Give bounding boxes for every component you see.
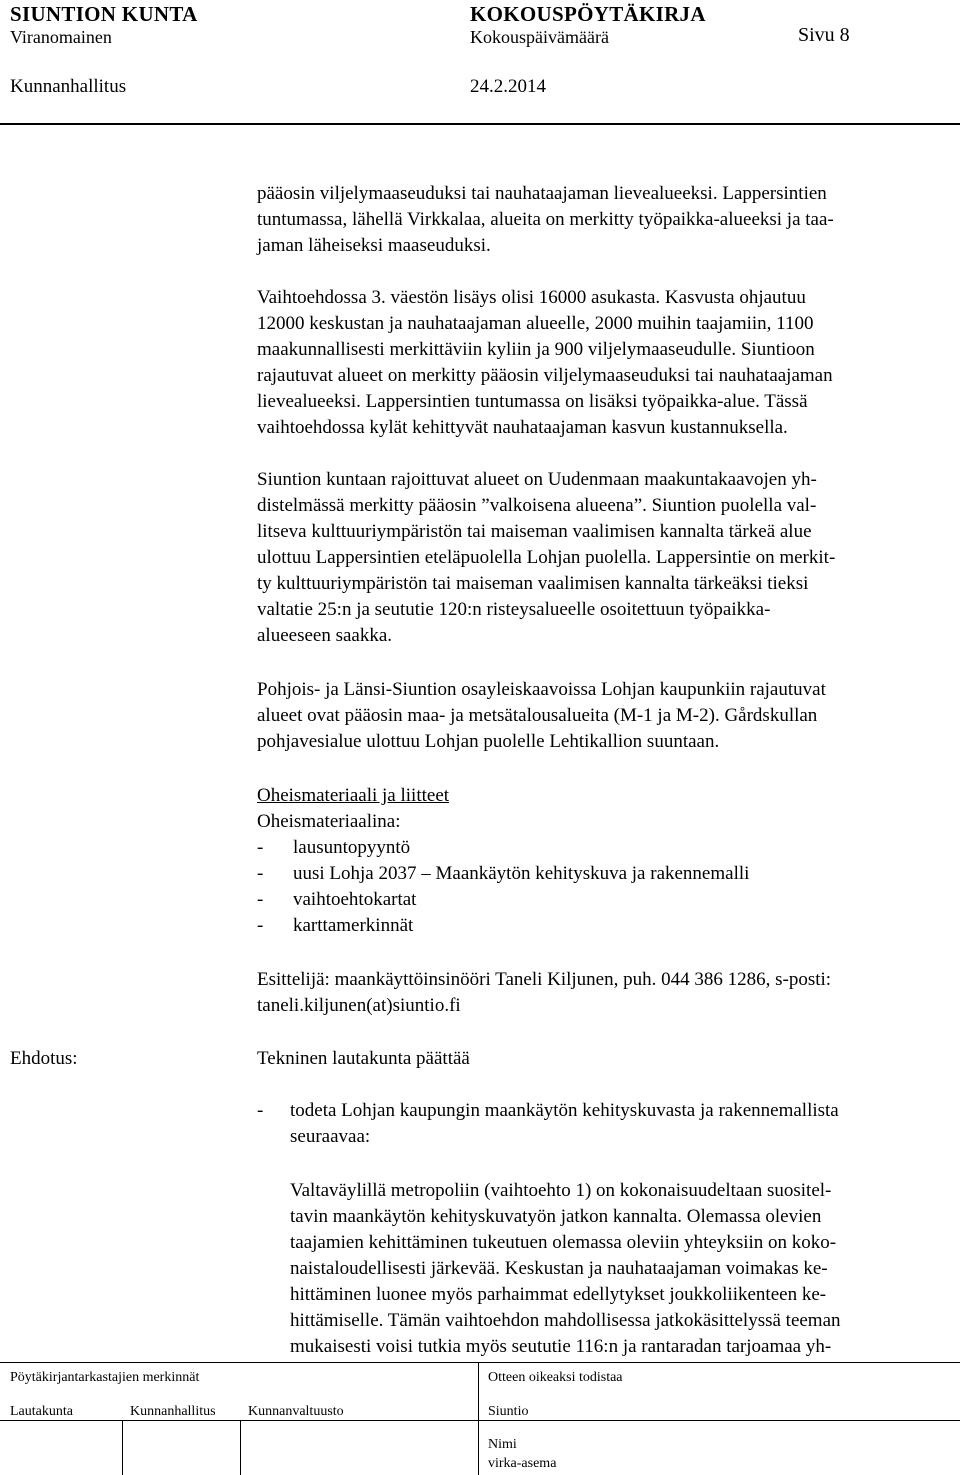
position-label: virka-asema bbox=[488, 1456, 557, 1471]
org-name: SIUNTION KUNTA bbox=[10, 2, 198, 26]
attachments-section bbox=[257, 783, 952, 939]
paragraph-1: pääosin viljelymaaseuduksi tai nauhataajaman lievealueeksi. Lappersintien tuntumassa, lähellä Virkkalaa, alueita on merkitty työpaikka-alueeksi ja taa- jaman läheiseksi maaseuduksi. bbox=[257, 183, 834, 256]
proposal-dash: - bbox=[257, 1100, 264, 1121]
authority: Kunnanhallitus bbox=[10, 76, 127, 97]
name-label: Nimi bbox=[488, 1437, 517, 1452]
signatures-label: Pöytäkirjantarkastajien merkinnät bbox=[10, 1370, 200, 1385]
authority-label: Viranomainen bbox=[10, 27, 112, 47]
document-type: KOKOUSPÖYTÄKIRJA bbox=[470, 2, 706, 26]
page-number: Sivu 8 bbox=[798, 24, 850, 46]
proposal-label: Ehdotus: bbox=[10, 1048, 78, 1069]
footer-row-divider bbox=[0, 1420, 960, 1421]
footer-column-divider bbox=[478, 1362, 479, 1475]
footer-divider bbox=[0, 1362, 960, 1363]
attachments-subheading: Oheismateriaalina: bbox=[257, 811, 401, 832]
paragraph-4: Pohjois- ja Länsi-Siuntion osayleiskaavoissa Lohjan kaupunkiin rajautuvat alueet ovat pääosin maa- ja metsätalousalueita (M-1 ja M-2). Gårdskullan pohjavesialue ulottuu Lohjan puolelle Lehtikallion suuntaan. bbox=[257, 679, 826, 752]
meeting-date: 24.2.2014 bbox=[470, 76, 546, 97]
signature-col-kunnanvaltuusto: Kunnanvaltuusto bbox=[248, 1404, 344, 1419]
proposal-item: todeta Lohjan kaupungin maankäytön kehityskuvasta ja rakennemallista seuraavaa: bbox=[290, 1100, 839, 1147]
meeting-date-label: Kokouspäivämäärä bbox=[470, 27, 609, 47]
signature-col-kunnanhallitus: Kunnanhallitus bbox=[130, 1404, 216, 1419]
header-divider bbox=[0, 123, 960, 125]
proposal-intro: Tekninen lautakunta päättää bbox=[257, 1048, 470, 1069]
signature-box-divider bbox=[240, 1420, 241, 1475]
presenter: Esittelijä: maankäyttöinsinööri Taneli Kiljunen, puh. 044 386 1286, s-posti: taneli.kiljunen(at)siuntio.fi bbox=[257, 969, 832, 1016]
attachment-item: - karttamerkinnät bbox=[257, 915, 414, 936]
paragraph-2: Vaihtoehdossa 3. väestön lisäys olisi 16000 asukasta. Kasvusta ohjautuu 12000 keskustan ja nauhataajaman alueelle, 2000 muihin taajamiin, 1100 maakunnallisesti merkittäviin kyliin ja 900 viljelymaaseudulle. Siuntioon rajautuvat alueet on merkitty pääosin viljelymaaseuduksi tai nauhataajaman lievealueeksi. Lappersintien tuntumassa on lisäksi työpaikka-alue. Tässä vaihtoehdossa kylät kehittyvät nauhataajaman kasvun kustannuksella. bbox=[257, 287, 833, 438]
attachment-item: - vaihtoehtokartat bbox=[257, 889, 417, 910]
attachment-item: - uusi Lohja 2037 – Maankäytön kehityskuva ja rakennemalli bbox=[257, 863, 750, 884]
signature-col-lautakunta: Lautakunta bbox=[10, 1404, 73, 1419]
paragraph-3: Siuntion kuntaan rajoittuvat alueet on Uudenmaan maakuntakaavojen yh- distelmässä merkitty pääosin ”valkoisena alueena”. Siuntion puolella val- litseva kulttuuriympäristön tai maiseman vaalimisen kannalta tärkeä alue ulottuu Lappersintien eteläpuolella Lohjan puolella. Lappersintie on merkit- ty kulttuuriympäristön tai maiseman vaalimisen kannalta tärkeäksi tieksi valtatie 25:n ja seututie 120:n risteysalueelle osoitettuun työpaikka- alueeseen saakka. bbox=[257, 469, 836, 646]
certified-label: Otteen oikeaksi todistaa bbox=[488, 1370, 623, 1385]
attachments-heading: Oheismateriaali ja liitteet bbox=[257, 785, 450, 806]
attachment-item: - lausuntopyyntö bbox=[257, 837, 411, 858]
place: Siuntio bbox=[488, 1404, 529, 1419]
proposal-statement: Valtaväylillä metropoliin (vaihtoehto 1) on kokonaisuudeltaan suositel- tavin maankäytön kehityskuvatyön jatkon kannalta. Olemassa olevien taajamien kehittäminen tukeutuen olemassa oleviin yhteyksiin on koko- naistaloudellisesti järkevää. Keskustan ja nauhataajaman voimakas ke- hittäminen luonee myös parhaimmat edellytykset joukkoliikenteen ke- hittämiselle. Tämän vaihtoehdon mahdollisessa jatkokäsittelyssä teeman mukaisesti voisi tutkia myös seututie 116:n ja rantaradan tarjoamaa yh- bbox=[290, 1180, 841, 1357]
signature-box-divider bbox=[122, 1420, 123, 1475]
